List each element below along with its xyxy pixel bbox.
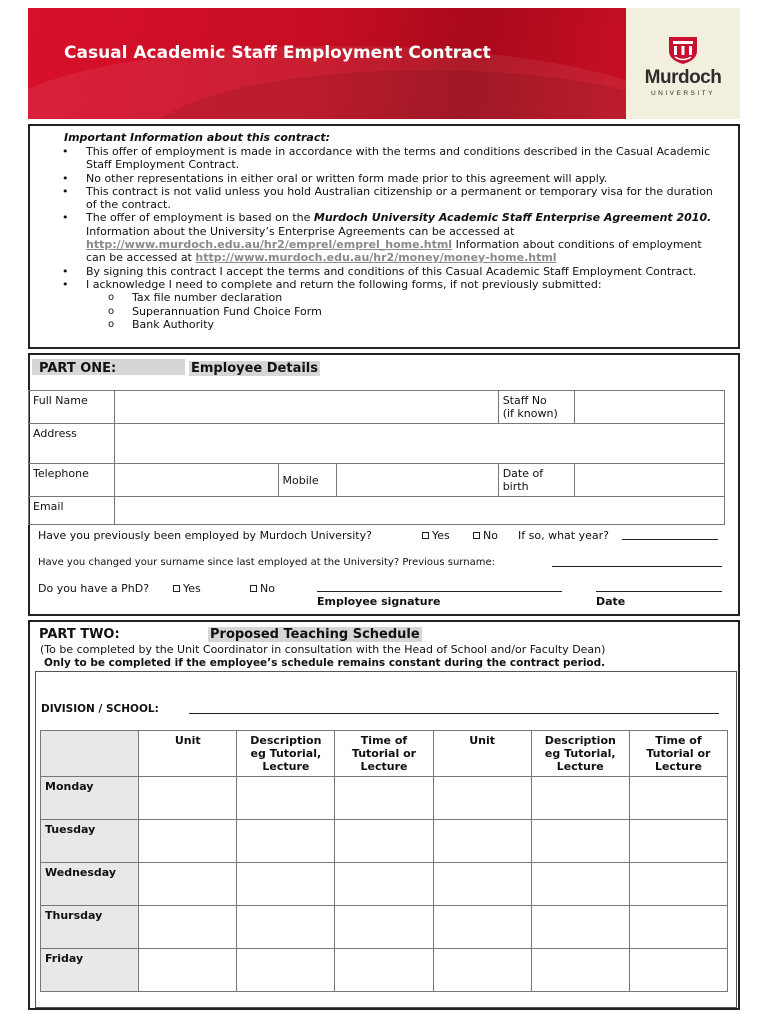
schedule-cell[interactable] [629, 863, 727, 906]
full-name-field[interactable] [114, 391, 498, 424]
schedule-cell[interactable] [237, 949, 335, 992]
part-two-title: Proposed Teaching Schedule [210, 627, 420, 642]
division-label: DIVISION / SCHOOL: [41, 703, 159, 715]
date-label: Date [596, 595, 626, 608]
phd-yes-option[interactable] [173, 582, 201, 595]
schedule-cell[interactable] [629, 906, 727, 949]
text: Information about the University’s Enterprise Agreements can be accessed at [86, 224, 515, 238]
year-question: If so, what year? [518, 529, 609, 542]
schedule-cell[interactable] [531, 863, 629, 906]
day-label: Monday [41, 777, 139, 820]
schedule-cell[interactable] [629, 777, 727, 820]
schedule-cell[interactable] [139, 820, 237, 863]
page-title: Casual Academic Staff Employment Contract [64, 43, 491, 63]
schedule-cell[interactable] [335, 820, 433, 863]
form-item-super: o Superannuation Fund Choice Form [62, 305, 722, 318]
day-label: Wednesday [41, 863, 139, 906]
col-header: Description eg Tutorial, Lecture [237, 731, 335, 777]
full-name-label: Full Name [29, 391, 115, 424]
money-link[interactable]: http://www.murdoch.edu.au/hr2/money/money-home.html [195, 251, 557, 265]
list-item: • This offer of employment is made in accordance with the terms and conditions described in the Casual Academic Staff Employment Contract. [62, 145, 722, 172]
address-field[interactable] [114, 424, 724, 464]
schedule-cell[interactable] [237, 820, 335, 863]
schedule-cell[interactable] [335, 949, 433, 992]
mobile-field[interactable] [337, 464, 499, 497]
schedule-cell[interactable] [531, 949, 629, 992]
previous-surname-field[interactable] [552, 555, 722, 567]
staff-no-note: (if known) [502, 407, 558, 420]
part-two-label: PART TWO: [39, 627, 120, 642]
schedule-cell[interactable] [531, 777, 629, 820]
prev-no-label: No [483, 529, 498, 542]
checkbox-icon [473, 532, 480, 539]
form-item-tax: o Tax file number declaration [62, 291, 722, 304]
schedule-cell[interactable] [433, 906, 531, 949]
list-item: • No other representations in either oral or written form made prior to this agreement will apply. [62, 172, 722, 185]
dob-label: Date of birth [498, 464, 575, 497]
dob-field[interactable] [575, 464, 725, 497]
address-label: Address [29, 424, 115, 464]
schedule-cell[interactable] [629, 949, 727, 992]
info-list [62, 145, 722, 331]
part-one-title: Employee Details [191, 361, 318, 376]
schedule-cell[interactable] [433, 949, 531, 992]
schedule-cell[interactable] [433, 863, 531, 906]
schedule-cell[interactable] [139, 777, 237, 820]
crest-icon [667, 35, 699, 65]
prev-yes-label: Yes [432, 529, 450, 542]
table-row [41, 777, 728, 820]
schedule-cell[interactable] [139, 863, 237, 906]
table-row [41, 820, 728, 863]
signature-field[interactable] [317, 580, 562, 592]
form-item-bank: o Bank Authority [62, 318, 722, 331]
schedule-cell[interactable] [531, 820, 629, 863]
checkbox-icon [173, 585, 180, 592]
list-item: • By signing this contract I accept the terms and conditions of this Casual Academic Staff Employment Contract. [62, 265, 722, 278]
list-item: • I acknowledge I need to complete and return the following forms, if not previously submitted: [62, 278, 722, 291]
phd-no-option[interactable] [250, 582, 275, 595]
schedule-cell[interactable] [139, 906, 237, 949]
checkbox-icon [422, 532, 429, 539]
prev-employed-question: Have you previously been employed by Murdoch University? [38, 529, 372, 542]
schedule-cell[interactable] [237, 777, 335, 820]
day-label: Thursday [41, 906, 139, 949]
schedule-cell[interactable] [335, 777, 433, 820]
logo-wordmark: Murdoch [644, 67, 722, 88]
year-field[interactable] [622, 528, 718, 540]
phd-yes-label: Yes [183, 582, 201, 595]
checkbox-icon [250, 585, 257, 592]
schedule-cell[interactable] [531, 906, 629, 949]
telephone-label: Telephone [29, 464, 115, 497]
part-two-instruction: Only to be completed if the employee’s schedule remains constant during the contract period. [44, 657, 606, 669]
prev-yes-option[interactable] [422, 529, 450, 542]
phd-no-label: No [260, 582, 275, 595]
table-row [41, 863, 728, 906]
schedule-cell[interactable] [433, 820, 531, 863]
signature-label: Employee signature [317, 595, 441, 608]
schedule-cell[interactable] [335, 906, 433, 949]
col-header: Time of Tutorial or Lecture [335, 731, 433, 777]
text: The offer of employment is based on the [86, 211, 314, 225]
info-heading: Important Information about this contract: [64, 131, 331, 144]
text: Information about conditions of employment can be accessed at [86, 238, 702, 265]
staff-no-field[interactable] [575, 391, 725, 424]
employee-details-table [28, 390, 725, 525]
important-info-box [28, 124, 740, 349]
division-field[interactable] [189, 701, 719, 714]
mobile-label: Mobile [278, 464, 337, 497]
logo-subtitle: UNIVERSITY [650, 90, 715, 97]
email-label: Email [29, 497, 115, 525]
schedule-table [40, 730, 728, 992]
university-logo [626, 8, 740, 119]
telephone-field[interactable] [114, 464, 278, 497]
list-item: • This contract is not valid unless you hold Australian citizenship or a permanent or temporary visa for the duration of the contract. [62, 185, 722, 212]
col-header: Unit [433, 731, 531, 777]
col-header: Time of Tutorial or Lecture [629, 731, 727, 777]
email-field[interactable] [114, 497, 724, 525]
date-field[interactable] [596, 580, 722, 592]
table-row [41, 906, 728, 949]
agreement-name: Murdoch University Academic Staff Enterprise Agreement 2010. [313, 211, 712, 225]
list-item [62, 211, 722, 264]
part-two-note: (To be completed by the Unit Coordinator in consultation with the Head of School and/or Faculty Dean) [40, 643, 606, 656]
schedule-cell[interactable] [629, 820, 727, 863]
corner-cell [41, 731, 139, 777]
schedule-cell[interactable] [237, 863, 335, 906]
table-row [41, 949, 728, 992]
schedule-cell[interactable] [237, 906, 335, 949]
schedule-cell[interactable] [335, 863, 433, 906]
col-header: Unit [139, 731, 237, 777]
day-label: Friday [41, 949, 139, 992]
phd-question: Do you have a PhD? [38, 582, 150, 595]
staff-no-label [498, 391, 575, 424]
prev-no-option[interactable] [473, 529, 498, 542]
col-header: Description eg Tutorial, Lecture [531, 731, 629, 777]
surname-question: Have you changed your surname since last employed at the University? Previous surname: [38, 557, 495, 568]
part-one-label: PART ONE: [39, 361, 117, 376]
day-label: Tuesday [41, 820, 139, 863]
emprel-link[interactable]: http://www.murdoch.edu.au/hr2/emprel/emprel_home.html [86, 238, 453, 252]
staff-no-text: Staff No [502, 394, 547, 407]
schedule-cell[interactable] [433, 777, 531, 820]
schedule-cell[interactable] [139, 949, 237, 992]
